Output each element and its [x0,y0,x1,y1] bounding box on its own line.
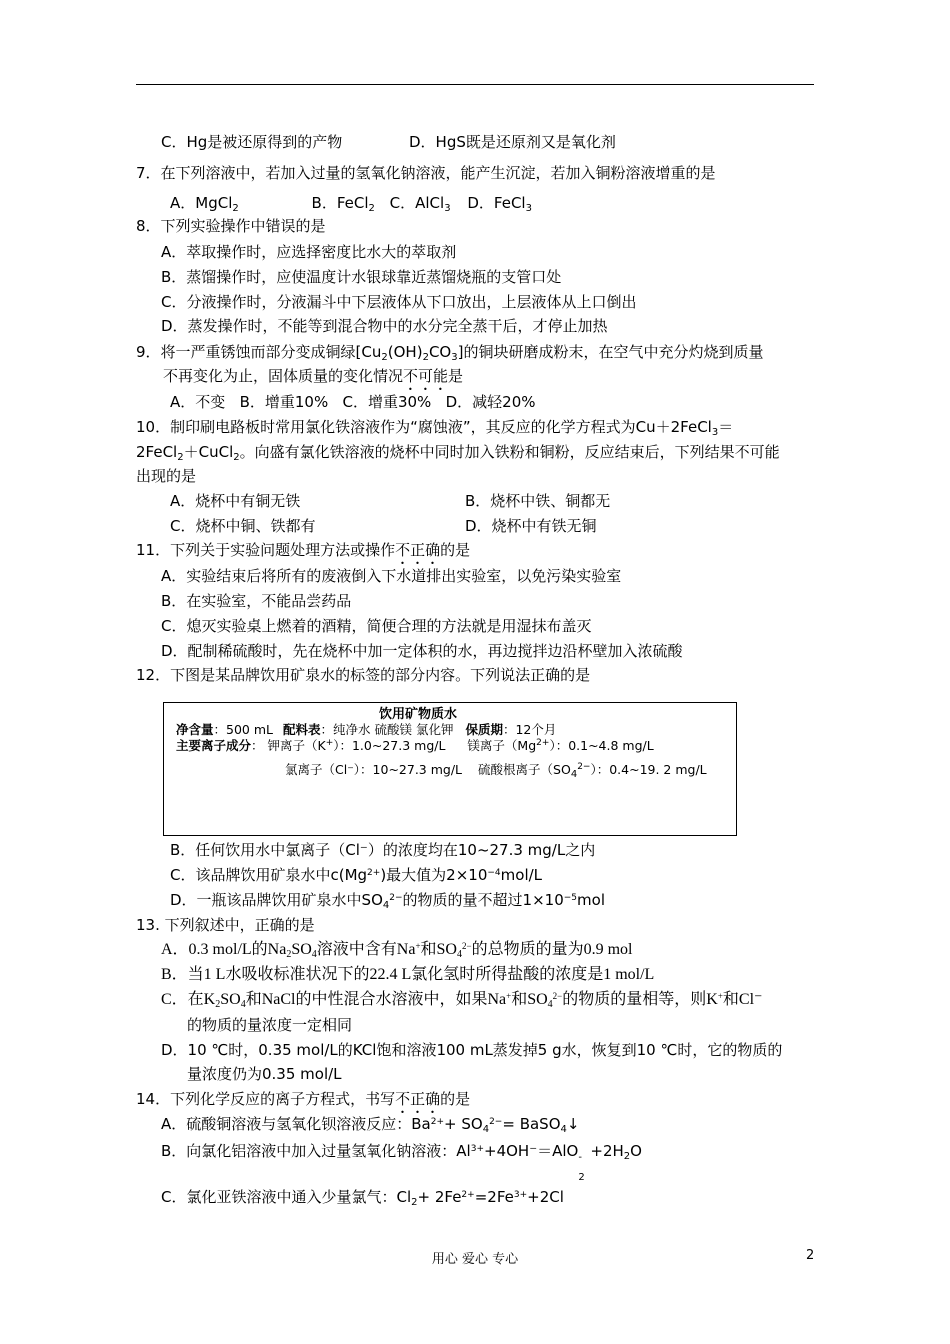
q9-options: A．不变 B．增重10% C．增重30% D．减轻20% [170,393,536,411]
q10-option-b: B．烧杯中铁、铜都无 [465,492,611,510]
question-10-line3: 出现的是 [136,467,197,485]
q12-option-d: D．一瓶该品牌饮用矿泉水中$SO_4^{2-}$的物质的量不超过$1\times 10^{-5}mol$ [170,891,605,911]
option-d-q6: D．HgS既是还原剂又是氧化剂 [409,133,616,151]
q13-option-a: A．0.3 mol/L的$Na_2SO_4$溶液中含有Na+和$SO_4^{2-}$的总物质的量为0.9 mol [161,941,633,960]
question-14: 14．下列化学反应的离子方程式，书写不正确的是 [136,1090,471,1108]
q8-option-c: C．分液操作时，分液漏斗中下层液体从下口放出，上层液体从上口倒出 [161,293,637,311]
question-7: 7．在下列溶液中，若加入过量的氢氧化钠溶液，能产生沉淀，若加入铜粉溶液增重的是 [136,164,716,182]
q8-option-b: B．蒸馏操作时，应使温度计水银球靠近蒸馏烧瓶的支管口处 [161,268,562,286]
q10-option-c: C．烧杯中铜、铁都有 [170,517,316,535]
footer-motto: 用心 爱心 专心 [431,1252,519,1267]
q10-option-a: A．烧杯中有铜无铁 [170,492,301,510]
question-10-line1: 10．制印刷电路板时常用氯化铁溶液作为“腐蚀液”，其反应的化学方程式为Cu＋2FeCl$_3$＝ [136,418,734,438]
q11-option-a: A．实验结束后将所有的废液倒入下水道排出实验室，以免污染实验室 [161,567,622,585]
label-row-3: 氯离子（Cl⁻）：10~27.3 mg/L 硫酸根离子$(SO_4^{2-})$：0.4~19. 2 mg/L [285,762,707,780]
q11-option-c: C．熄灭实验桌上燃着的酒精，简便合理的方法就是用湿抹布盖灭 [161,617,592,635]
q8-option-a: A．萃取操作时，应选择密度比水大的萃取剂 [161,243,457,261]
q13-option-c-line2: 的物质的量浓度一定相同 [187,1016,353,1034]
q13-option-d: D．10 ℃时，0.35 mol/L的KCl饱和溶液100 mL蒸发掉5 g水，恢复到10 ℃时，它的物质的 [161,1041,783,1059]
header-rule [136,84,814,85]
q11-option-b: B．在实验室，不能品尝药品 [161,592,352,610]
question-8: 8．下列实验操作中错误的是 [136,217,326,235]
question-13: 13. 下列叙述中，正确的是 [136,916,315,934]
page-number: 2 [806,1248,815,1263]
mineral-water-label [163,702,737,836]
q14-option-c: C．氯化亚铁溶液中通入少量氯气：$Cl_2+ 2Fe^{2+}=2Fe^{3+}+2Cl$ [161,1188,564,1208]
question-9-line1: 9．将一严重锈蚀而部分变成铜绿$[Cu_2(OH)_2CO_3]$的铜块研磨成粉末，在空气中充分灼烧到质量 [136,343,764,363]
label-row-1: 净含量：500 mL 配料表：纯净水 硫酸镁 氯化钾 保质期：12个月 [176,722,557,737]
q13-option-d-line2: 量浓度仍为0.35 mol/L [187,1065,342,1083]
q8-option-d: D．蒸发操作时，不能等到混合物中的水分完全蒸干后，才停止加热 [161,317,608,335]
question-10-line2: 2FeCl$_2$＋CuCl$_2$。向盛有氯化铁溶液的烧杯中同时加入铁粉和铜粉，反应结束后，下列结果不可能 [136,443,780,463]
q13-option-c: C．在$K_2SO_4$和NaCl的中性混合水溶液中，如果Na+和$SO_4^{2-}$的物质的量相等，则K+和Cl⁻ [161,991,763,1010]
question-12: 12．下图是某品牌饮用矿泉水的标签的部分内容。下列说法正确的是 [136,666,591,684]
label-row-2: 主要离子成分： 钾离子（K+）：1.0~27.3 mg/L 镁离子$(Mg^{2+})$：0.1~4.8 mg/L [176,738,654,753]
question-11: 11．下列关于实验问题处理方法或操作不正确的是 [136,541,471,559]
q11-option-d: D．配制稀硫酸时，先在烧杯中加一定体积的水，再边搅拌边沿杯壁加入浓硫酸 [161,642,683,660]
q7-options: A．MgCl$_2$ B．FeCl$_2$ C．AlCl$_3$ D．FeCl$_3$ [170,194,532,214]
label-title: 饮用矿物质水 [379,707,458,722]
q14-option-a: A．硫酸铜溶液与氢氧化钡溶液反应：$Ba^{2+}+ SO_4^{2-}=$ BaSO$_4$↓ [161,1115,580,1135]
q14-option-b: B．向氯化铝溶液中加入过量氢氧化钠溶液：$Al^{3+}+4OH^-=AlO$ - 2 $+2H_2O$ [161,1142,642,1183]
q12-option-b: B．任何饮用水中氯离子（Cl⁻）的浓度均在10~27.3 mg/L之内 [170,841,596,859]
option-c-q6: C．Hg是被还原得到的产物 [161,133,343,151]
q10-option-d: D．烧杯中有铁无铜 [465,517,597,535]
q12-option-c: C．该品牌饮用矿泉水中$c(Mg^{2+})$最大值为$2\times 10^{-4}mol/L$ [170,866,543,884]
question-9-line2: 不再变化为止，固体质量的变化情况不可能是 [163,367,464,385]
q13-option-b: B．当1 L水吸收标准状况下的22.4 L氯化氢时所得盐酸的浓度是1 mol/L [161,966,655,983]
